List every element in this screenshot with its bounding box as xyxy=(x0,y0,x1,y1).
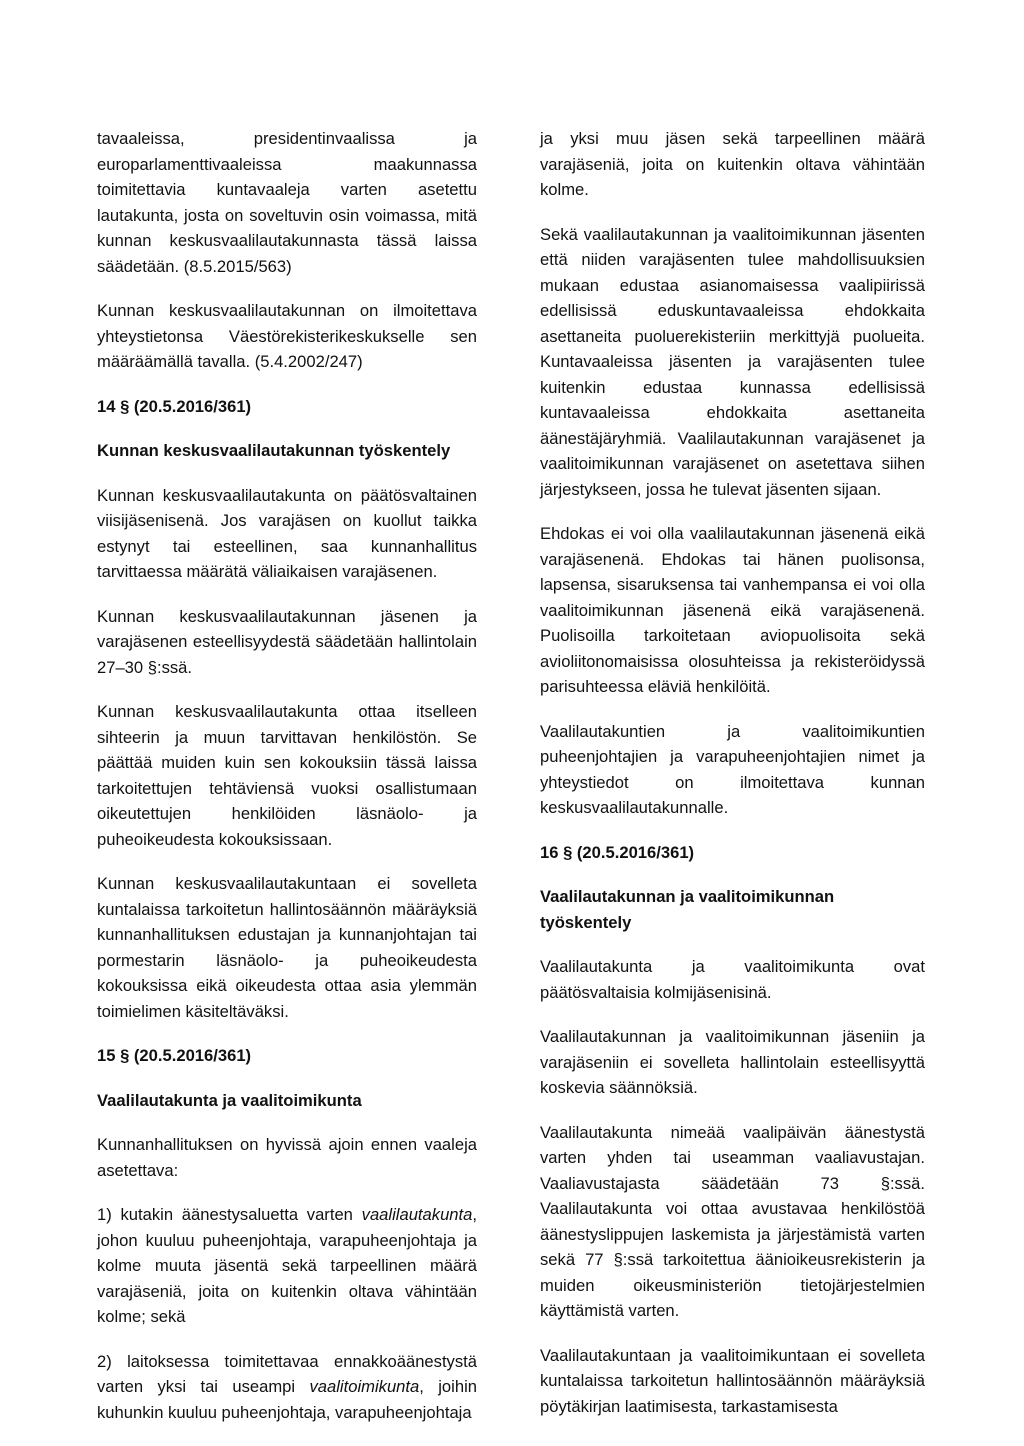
section-title-14: Kunnan keskusvaalilautakunnan työskentely xyxy=(97,441,451,460)
paragraph: Kunnan keskusvaalilautakuntaan ei sovelleta kuntalaissa tarkoitetun hallintosäännön määräyksiä kunnanhallituksen edustajan ja kunnanjohtajan tai pormestarin läsnäolo- ja puheoikeudesta kokouksissa eikä oikeudesta ottaa asia ylemmän toimielimen käsiteltäväksi. xyxy=(97,874,477,1021)
paragraph: ja yksi muu jäsen sekä tarpeellinen määrä varajäseniä, joita on kuitenkin oltava vähintään kolme. xyxy=(540,129,925,199)
section-number-15: 15 § (20.5.2016/361) xyxy=(97,1046,252,1065)
paragraph: Vaalilautakuntaan ja vaalitoimikuntaan ei sovelleta kuntalaissa tarkoitetun hallintosäännön määräyksiä pöytäkirjan laatimisesta, tarkastamisesta xyxy=(540,1345,925,1416)
paragraph: Vaalilautakunta nimeää vaalipäivän äänestystä varten yhden tai useamman vaaliavustajan. Vaaliavustajasta säädetään 73 §:ssä. Vaalilautakunta voi ottaa avustavaa henkilöstöä äänestyslippujen laskemista ja järjestämistä varten sekä 77 §:ssä tarkoitettua äänioikeusrekisterin ja muiden oikeusministeriön tietojärjestelmien käyttämistä varten. xyxy=(540,1122,925,1320)
right-column xyxy=(540,126,925,1438)
paragraph: Kunnan keskusvaalilautakunta on päätösvaltainen viisijäsenisenä. Jos varajäsen on kuollut taikka estynyt tai esteellinen, saa kunnanhallitus tarvittaessa määrätä väliaikaisen varajäsenen. xyxy=(97,485,477,581)
list-item-text: , johon kuuluu puheenjohtaja, varapuheenjohtaja ja kolme muuta jäsentä sekä tarpeellinen määrä varajäseniä, joita on kuitenkin oltava vähintään kolme; sekä xyxy=(97,1205,477,1326)
list-item-emphasis: vaalilautakunta xyxy=(361,1205,473,1224)
paragraph: Vaalilautakunnan ja vaalitoimikunnan jäseniin ja varajäseniin ei sovelleta hallintolain esteellisyyttä koskevia säännöksiä. xyxy=(540,1027,925,1097)
list-item-1 xyxy=(97,1202,477,1330)
list-item-2 xyxy=(97,1349,477,1426)
paragraph: Kunnanhallituksen on hyvissä ajoin ennen vaaleja asetettava: xyxy=(97,1135,477,1180)
section-title-15: Vaalilautakunta ja vaalitoimikunta xyxy=(97,1090,362,1110)
list-item-text: , joihin kuhunkin kuuluu puheenjohtaja, varapuheenjohtaja xyxy=(97,1377,477,1422)
section-number-16: 16 § (20.5.2016/361) xyxy=(540,842,695,862)
paragraph: Vaalilautakuntien ja vaalitoimikuntien puheenjohtajien ja varapuheenjohtajien nimet ja yhteystiedot on ilmoitettava kunnan keskusvaalilautakunnalle. xyxy=(540,721,925,817)
paragraph: Sekä vaalilautakunnan ja vaalitoimikunnan jäsenten että niiden varajäsenten tulee mahdollisuuksien mukaan edustaa asianomaisessa vaalipiirissä edellisissä eduskuntavaaleissa ehdokkaita asettaneita puoluerekisteriin merkittyjä puolueita. Kuntavaaleissa jäsenten ja varajäsenten tulee kuitenkin edustaa kunnassa edellisissä kuntavaaleissa ehdokkaita asettaneita äänestäjäryhmiä. Vaalilautakunnan varajäsenet ja vaalitoimikunnan varajäsenet on asetettava siihen järjestykseen, jossa he tulevat jäsenten sijaan. xyxy=(540,224,925,499)
paragraph: Vaalilautakunta ja vaalitoimikunta ovat päätösvaltaisia kolmijäsenisinä. xyxy=(540,957,925,1002)
paragraph: tavaaleissa, presidentinvaalissa ja europarlamenttivaaleissa maakunnassa toimitettavia kuntavaaleja varten asetettu lautakunta, josta on soveltuvin osin voimassa, mitä kunnan keskusvaalilautakunnasta tässä laissa säädetään. (8.5.2015/563) xyxy=(97,129,477,276)
list-item-emphasis: vaalitoimikunta xyxy=(309,1377,420,1396)
paragraph: Ehdokas ei voi olla vaalilautakunnan jäsenenä eikä varajäsenenä. Ehdokas tai hänen puolisonsa, lapsensa, sisaruksensa tai vanhempansa ei voi olla vaalitoimikunnan jäsenenä eikä varajäsenenä. Puolisoilla tarkoitetaan aviopuolisoita sekä avioliitonomaisissa olosuhteissa ja rekisteröidyssä parisuhteessa eläviä henkilöitä. xyxy=(540,524,925,696)
section-title-16: Vaalilautakunnan ja vaalitoimikunnan työskentely xyxy=(540,887,835,932)
paragraph: Kunnan keskusvaalilautakunnan on ilmoitettava yhteystietonsa Väestörekisterikeskukselle sen määräämällä tavalla. (5.4.2002/247) xyxy=(97,301,477,371)
paragraph: Kunnan keskusvaalilautakunnan jäsenen ja varajäsenen esteellisyydestä säädetään hallintolain 27–30 §:ssä. xyxy=(97,606,477,677)
left-column xyxy=(97,126,477,1444)
paragraph: Kunnan keskusvaalilautakunta ottaa itselleen sihteerin ja muun tarvittavan henkilöstön. Se päättää muiden kuin sen kokouksiin tässä laissa tarkoitettujen tehtäviensä vuoksi osallistumaan oikeutettujen henkilöiden läsnäolo- ja puheoikeudesta kokouksissaan. xyxy=(97,702,477,849)
list-item-text: 1) kutakin äänestysaluetta varten xyxy=(97,1205,362,1224)
list-item-text: 2) laitoksessa toimitettavaa ennakkoäänestystä varten yksi tai useampi xyxy=(97,1351,477,1396)
section-number-14: 14 § (20.5.2016/361) xyxy=(97,396,252,416)
